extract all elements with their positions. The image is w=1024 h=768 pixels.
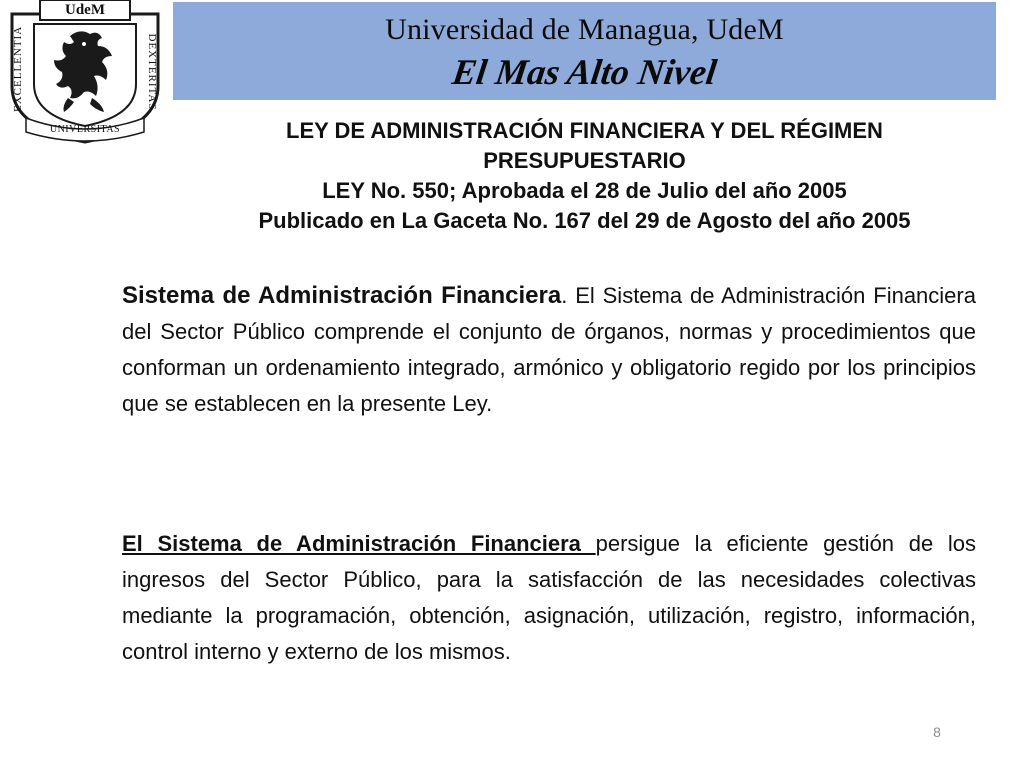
- law-header-line3: LEY No. 550; Aprobada el 28 de Julio del año 2005: [322, 178, 847, 203]
- paragraph-term: El Sistema de Administración Financiera: [122, 531, 596, 556]
- logo-bottom-text: UNIVERSITAS: [49, 124, 121, 135]
- university-motto: El Mas Alto Nivel: [449, 52, 720, 92]
- paragraph-purpose: [122, 526, 976, 670]
- paragraph-term: Sistema de Administración Financiera: [122, 282, 562, 309]
- logo-top-text: UdeM: [65, 2, 105, 18]
- university-title: Universidad de Managua, UdeM: [385, 13, 784, 46]
- logo-right-text: DEXTERITAS: [146, 33, 158, 111]
- law-header: [173, 116, 996, 236]
- paragraph-text: . El Sistema de Administración Financiera del Sector Público comprende el conjunto de órganos, normas y procedimientos que conforman un ordenamiento integrado, armónico y obligatorio regido por los principios que se establecen en la presente Ley.: [122, 283, 976, 416]
- law-header-line4: Publicado en La Gaceta No. 167 del 29 de Agosto del año 2005: [258, 208, 911, 233]
- udem-crest-icon: [4, 0, 166, 146]
- page-number: 8: [933, 724, 941, 740]
- law-header-line2: PRESUPUESTARIO: [483, 148, 686, 173]
- law-header-line1: LEY DE ADMINISTRACIÓN FINANCIERA Y DEL RÉGIMEN: [286, 118, 883, 143]
- logo-left-text: EXCELLENTIA: [12, 25, 24, 112]
- paragraph-text: persigue la eficiente gestión de los ingresos del Sector Público, para la satisfacción de las necesidades colectivas mediante la programación, obtención, asignación, utilización, registro, información, control interno y externo de los mismos.: [122, 531, 976, 664]
- paragraph-definition: [122, 278, 976, 422]
- header-banner: [173, 2, 996, 100]
